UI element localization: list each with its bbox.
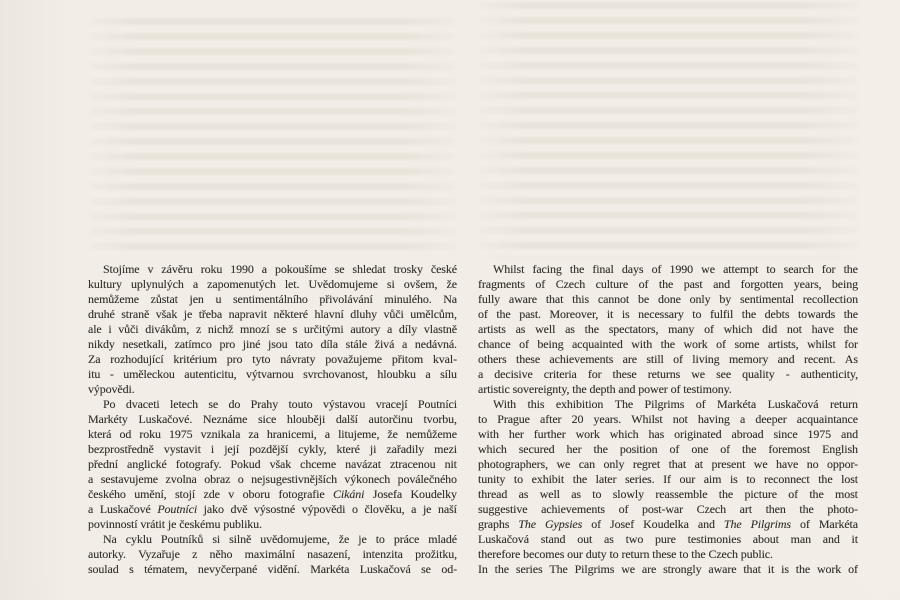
- text-line: a Luskačové Poutníci jako dvě výsostné výpovědi o člověku, a je naší: [88, 502, 457, 516]
- text-line: In the series The Pilgrims we are strongly aware that it is the work of: [478, 562, 858, 576]
- text-line: a decisive criteria for these returns we see quality - authenticity,: [478, 367, 858, 381]
- text-line: suggestive achievements of post-war Czech art then the photo-: [478, 502, 858, 516]
- ghost-showthrough-text-left: [90, 18, 456, 258]
- text-line: fully aware that this cannot be done only by sentimental recollection: [478, 292, 858, 306]
- text-line: Luskačová stand out as two pure testimonies about man and it: [478, 532, 858, 546]
- text-line: ale i vůči divákům, z nichž mnozí se s určitými autory a díly vlastně: [88, 322, 457, 336]
- ghost-showthrough-text-right: [479, 2, 857, 258]
- text-line: with her further work which has originated abroad since 1975 and: [478, 427, 858, 441]
- text-line: artists as well as the spectators, many of which did not have the: [478, 322, 858, 336]
- text-line: povinností vrátit je českému publiku.: [88, 517, 262, 531]
- text-line: which secured her the position of one of the foremost English: [478, 442, 858, 456]
- text-line: autorky. Vyzařuje z něho maximální nasazení, intenzita prožitku,: [88, 547, 457, 561]
- text-line: Whilst facing the final days of 1990 we attempt to search for the: [493, 262, 858, 276]
- text-line: others these achievements are still of living memory and recent. As: [478, 352, 858, 366]
- czech-text-column: [88, 262, 457, 577]
- text-line: to Prague after 20 years. Whilst not having a deeper acquaintance: [478, 412, 858, 426]
- text-line: tunity to exhibit the later series. If our aim is to reconnect the lost: [478, 472, 858, 486]
- text-line: Markéty Luskačové. Neznáme sice hlouběji další autorčinu tvorbu,: [88, 412, 457, 426]
- text-line: itu - uměleckou autenticitu, výtvarnou svrchovanost, hloubku a sílu: [88, 367, 457, 381]
- text-line: photographers, we can only regret that at present we have no oppor-: [478, 457, 858, 471]
- text-line: Za rozhodující kritérium pro tyto návraty považujeme přitom kval-: [88, 352, 457, 366]
- text-line: která od roku 1975 vznikala za hranicemi, a litujeme, že nemůžeme: [88, 427, 457, 441]
- text-line: of the past. Moreover, it is necessary to fulfil the debts towards the: [478, 307, 858, 321]
- text-line: therefore becomes our duty to return these to the Czech public.: [478, 547, 773, 561]
- text-line: graphs The Gypsies of Josef Koudelka and The Pilgrims of Markéta: [478, 517, 858, 531]
- text-line: druhé straně však je třeba napravit některé hlavní dluhy vůči umělcům,: [88, 307, 457, 321]
- text-line: Po dvaceti letech se do Prahy touto výstavou vracejí Poutníci: [103, 397, 457, 411]
- english-text-column: [478, 262, 858, 577]
- text-line: chance of being acquainted with the work of some artists, whilst for: [478, 337, 858, 351]
- text-line: bezprostředně vystavit i její pozdější cykly, které ji zařadily mezi: [88, 442, 457, 456]
- text-line: přední anglické fotografy. Pokud však chceme navázat ztracenou nit: [88, 457, 457, 471]
- text-line: Stojíme v závěru roku 1990 a pokoušíme se shledat trosky české: [103, 262, 457, 276]
- text-line: českého umění, stojí zde v oboru fotografie Cikáni Josefa Koudelky: [88, 487, 457, 501]
- text-line: nemůžeme zůstat jen u sentimentálního přivolávání minulého. Na: [88, 292, 457, 306]
- text-line: thread as well as to slowly reassemble the picture of the most: [478, 487, 858, 501]
- text-line: fragments of Czech culture of the past and forgotten years, being: [478, 277, 858, 291]
- text-line: kultury uplynulých a zapomenutých let. Uvědomujeme si ovšem, že: [88, 277, 457, 291]
- text-line: a sestavujeme zvolna obraz o nejsugestivnějších výkonech poválečného: [88, 472, 457, 486]
- text-line: výpovědi.: [88, 382, 135, 396]
- text-line: Na cyklu Poutníků si silně uvědomujeme, že je to práce mladé: [103, 532, 457, 546]
- text-line: artistic sovereignty, the depth and power of testimony.: [478, 382, 732, 396]
- text-line: soulad s tématem, nevyčerpané vidění. Markéta Luskačová se od-: [88, 562, 457, 576]
- text-line: With this exhibition The Pilgrims of Markéta Luskačová return: [493, 397, 858, 411]
- text-line: nikdy nesetkali, zatímco pro jiné jsou tato díla stále živá a nedávná.: [88, 337, 457, 351]
